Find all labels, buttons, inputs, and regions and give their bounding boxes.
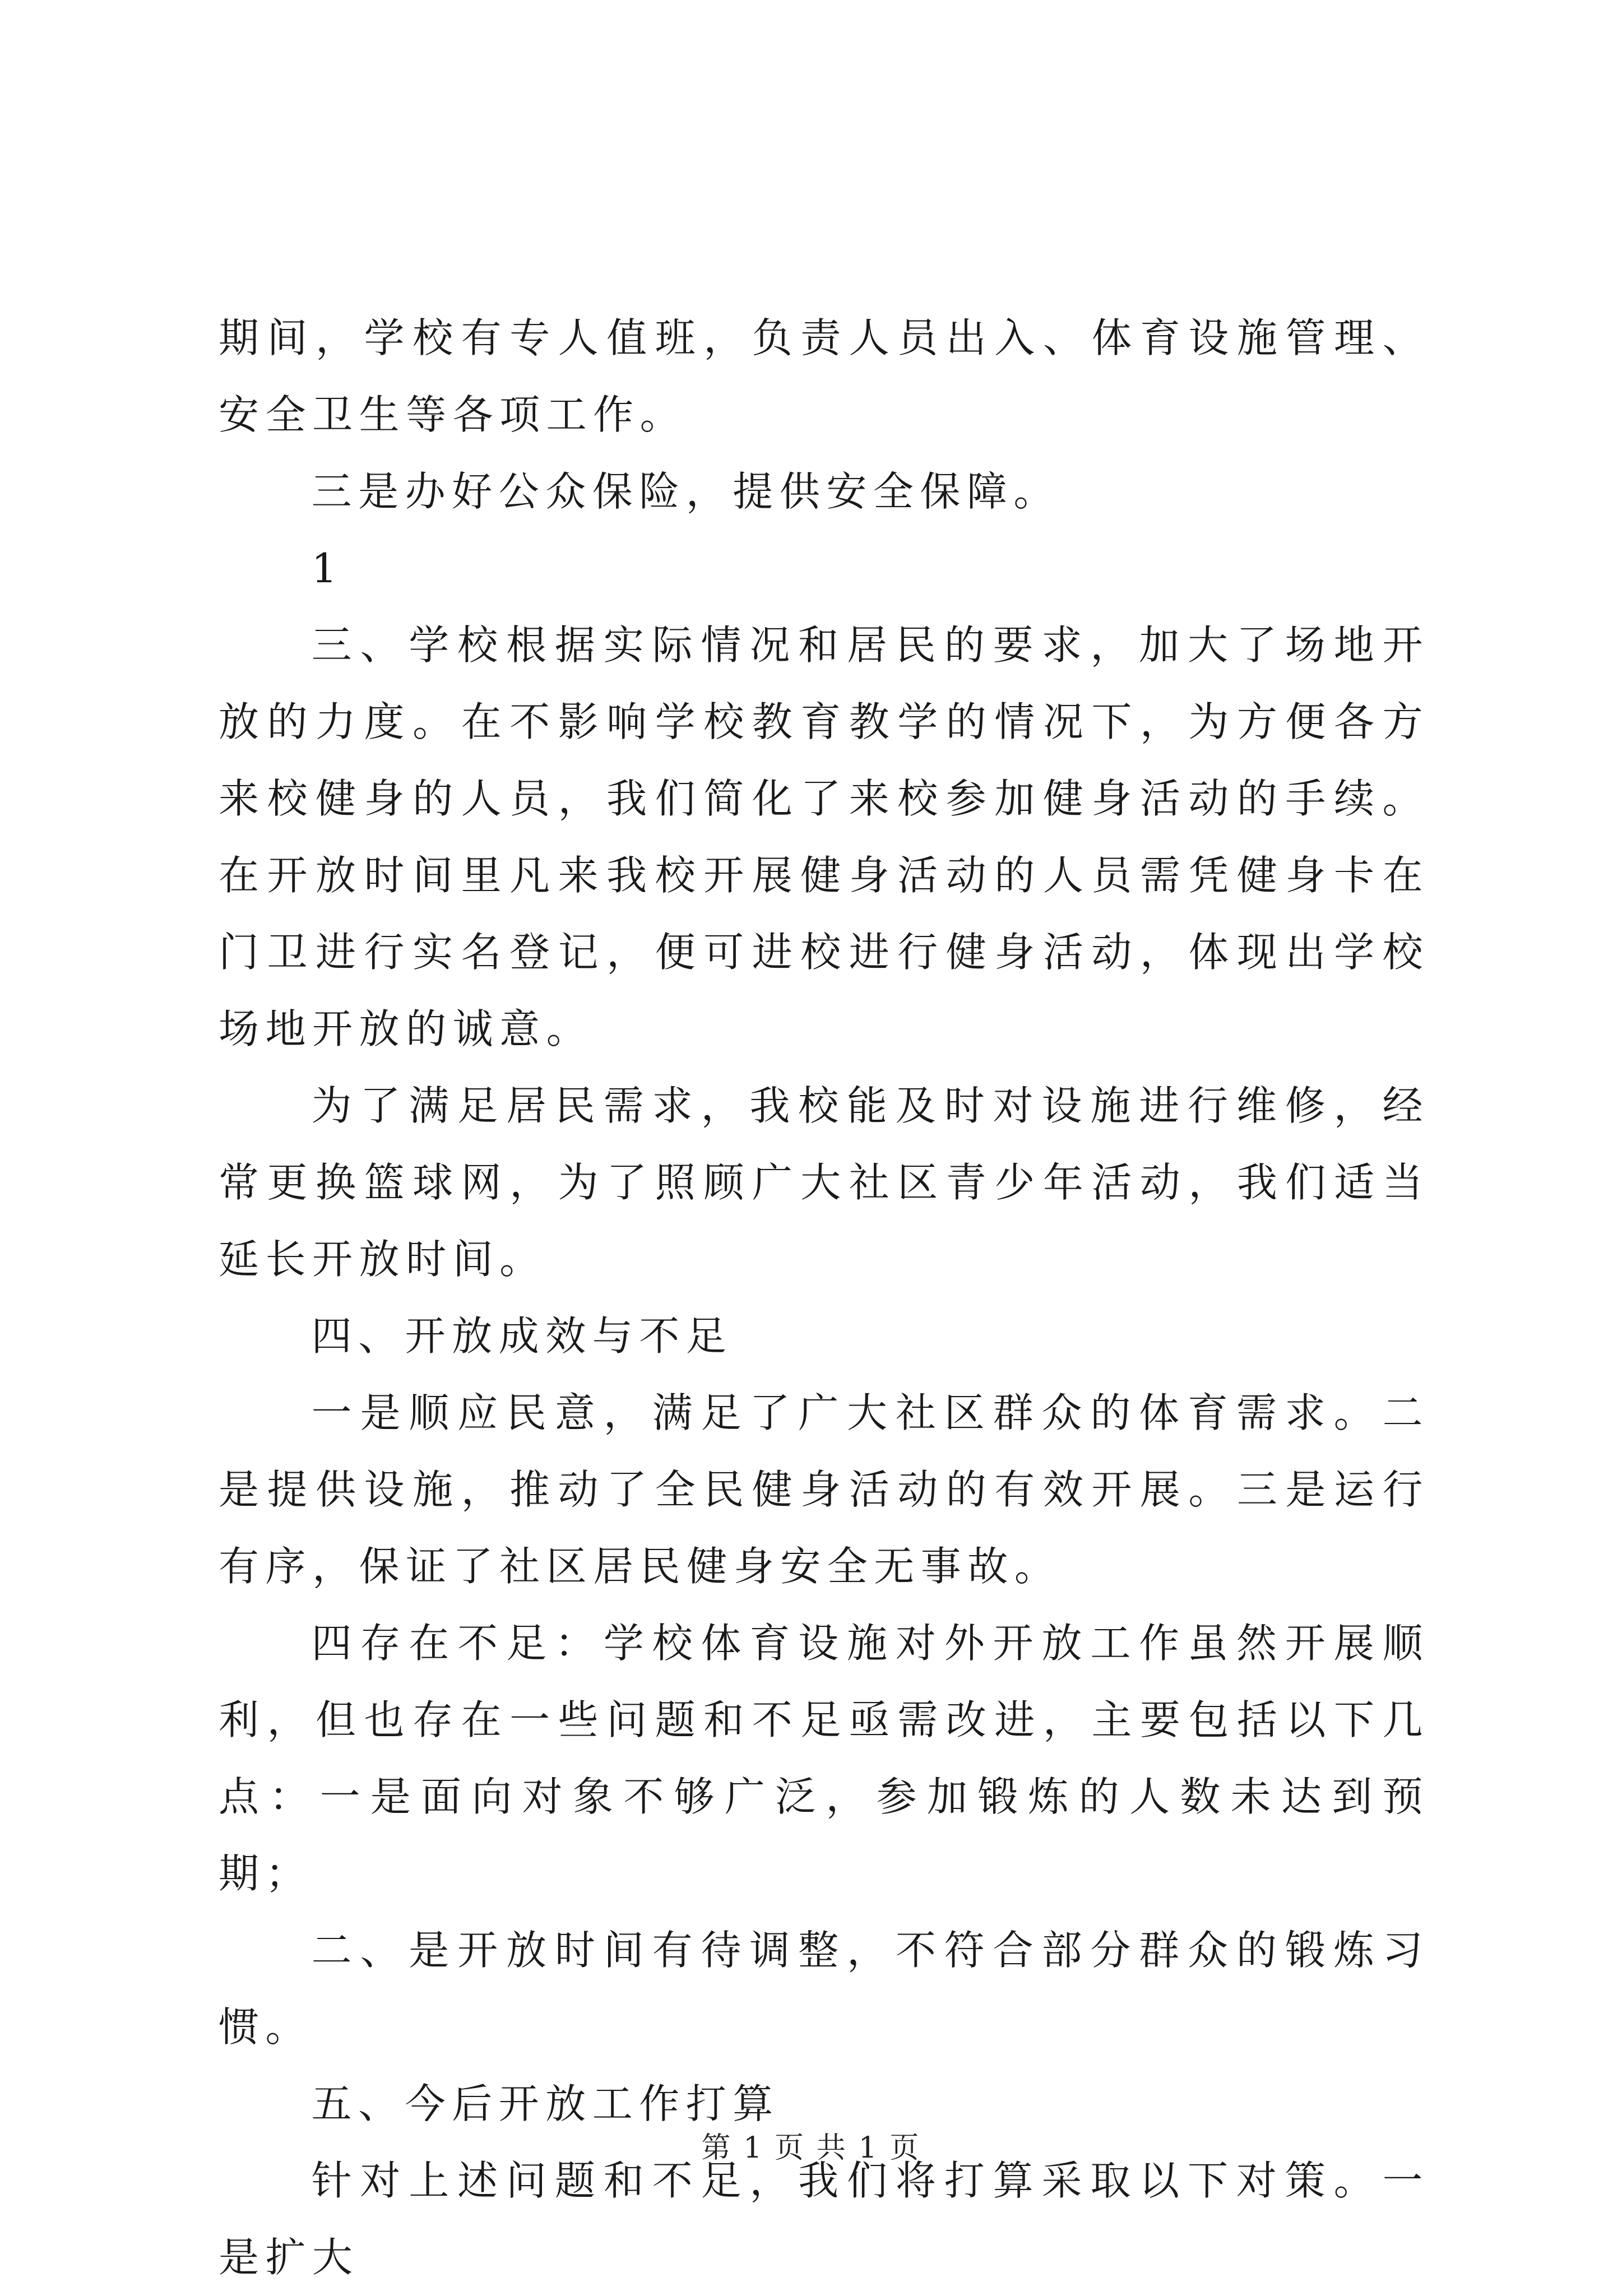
paragraph-results: 一是顺应民意，满足了广大社区群众的体育需求。二是提供设施，推动了全民健身活动的有效开展。三是运行有序，保证了社区居民健身安全无事故。 [219,1389,1429,1590]
paragraph-maintenance: 为了满足居民需求，我校能及时对设施进行维修，经常更换篮球网，为了照顾广大社区青少年活动，我们适当延长开放时间。 [219,1082,1429,1283]
paragraph-insurance: 三是办好公众保险，提供安全保障。 [311,468,1060,515]
page-footer: 第 1 页 共 1 页 [701,2131,921,2165]
paragraph-countermeasures: 针对上述问题和不足，我们将打算采取以下对策。一是扩大 [219,2157,1429,2281]
document-body [219,300,1429,2296]
paragraph-number-marker: 1 [311,545,344,592]
paragraph-duty-staff: 期间，学校有专人值班，负责人员出入、体育设施管理、安全卫生等各项工作。 [219,314,1429,438]
paragraph-opening-hours: 二、是开放时间有待调整，不符合部分群众的锻炼习惯。 [219,1927,1429,2051]
heading-section-four: 四、开放成效与不足 [311,1312,733,1360]
heading-section-five: 五、今后开放工作打算 [311,2080,780,2127]
paragraph-section-three: 三、学校根据实际情况和居民的要求，加大了场地开放的力度。在不影响学校教育教学的情况下，为方便各方来校健身的人员，我们简化了来校参加健身活动的手续。在开放时间里凡来我校开展健身活动的人员需凭健身卡在门卫进行实名登记，便可进校进行健身活动，体现出学校场地开放的诚意。 [219,621,1429,1052]
paragraph-shortcomings: 四存在不足：学校体育设施对外开放工作虽然开展顺利，但也存在一些问题和不足亟需改进，主要包括以下几点：一是面向对象不够广泛，参加锻炼的人数未达到预期； [219,1620,1429,1897]
